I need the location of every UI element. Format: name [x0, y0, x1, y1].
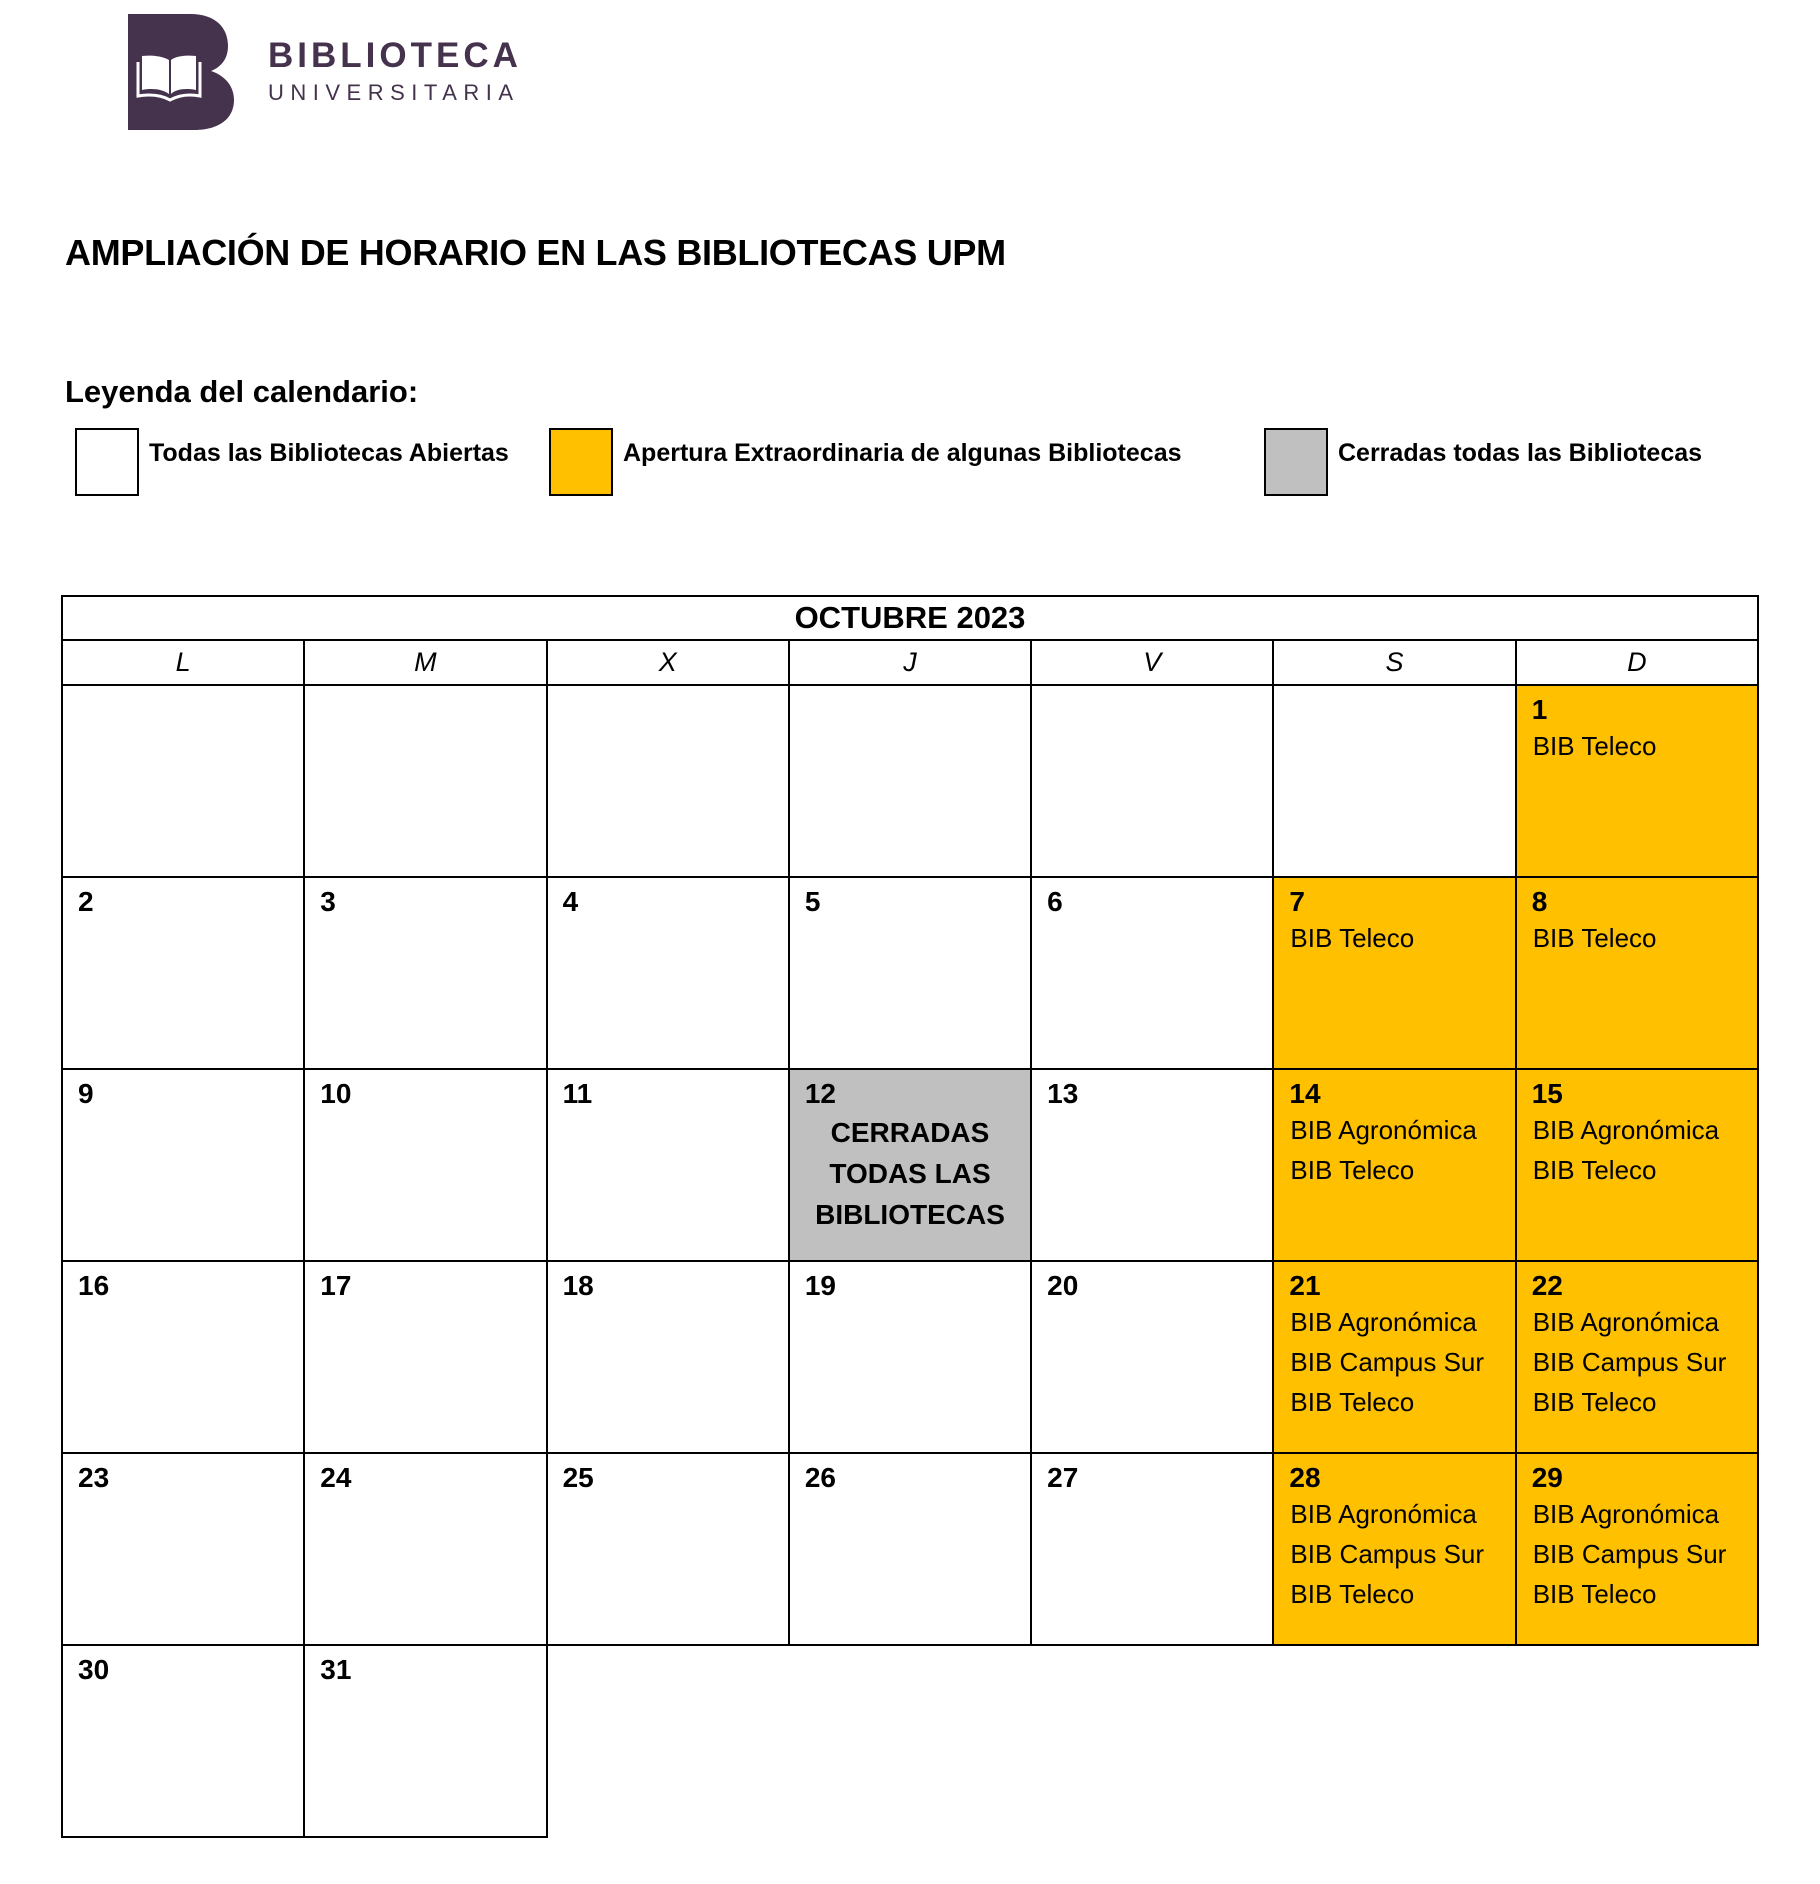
book-logo-icon: [128, 14, 234, 130]
calendar-day-12: [789, 1069, 1031, 1261]
open-library-label: BIB Campus Sur: [1532, 1347, 1727, 1377]
day-number: 17: [320, 1270, 352, 1301]
calendar-day-17: [304, 1261, 546, 1453]
calendar-day-8: [1516, 877, 1758, 1069]
weekday-header: S: [1273, 640, 1515, 685]
calendar-day-25: [547, 1453, 789, 1645]
legend-label-closed: Cerradas todas las Bibliotecas: [1338, 439, 1703, 467]
calendar-day-21: [1273, 1261, 1515, 1453]
weekday-header-row: [62, 640, 1758, 685]
open-library-label: BIB Agronómica: [1532, 1307, 1720, 1337]
day-number: 11: [562, 1078, 593, 1109]
weekday-header: X: [547, 640, 789, 685]
calendar-day-6: [1031, 877, 1273, 1069]
open-library-label: BIB Campus Sur: [1290, 1539, 1485, 1569]
legend-swatch-closed: [1264, 428, 1328, 496]
library-logo: [128, 14, 522, 130]
calendar-day-10: [304, 1069, 546, 1261]
legend-swatch-extra: [549, 428, 613, 496]
calendar-table: [61, 595, 1759, 1838]
day-number: 22: [1531, 1270, 1563, 1301]
calendar-week-row: [62, 1261, 1758, 1453]
calendar-day-13: [1031, 1069, 1273, 1261]
logo-text: [268, 37, 522, 107]
calendar-day-20: [1031, 1261, 1273, 1453]
day-number: 25: [562, 1462, 594, 1493]
calendar-empty-space: [789, 1645, 1031, 1837]
day-number: 7: [1289, 886, 1305, 917]
day-number: 5: [804, 886, 821, 917]
day-number: 6: [1047, 886, 1063, 917]
open-library-label: BIB Agronómica: [1532, 1115, 1720, 1145]
closed-notice: CERRADAS TODAS LAS BIBLIOTECAS: [815, 1117, 1005, 1230]
calendar-blank-cell: [1031, 685, 1273, 877]
calendar-day-5: [789, 877, 1031, 1069]
legend-title: Leyenda del calendario:: [65, 374, 419, 409]
calendar-day-26: [789, 1453, 1031, 1645]
calendar-day-4: [547, 877, 789, 1069]
calendar-week-row: [62, 1645, 1758, 1837]
open-library-label: BIB Teleco: [1290, 1579, 1415, 1609]
day-number: 23: [78, 1462, 110, 1493]
calendar-week-row: [62, 1453, 1758, 1645]
calendar-blank-cell: [304, 685, 546, 877]
open-library-label: BIB Teleco: [1532, 923, 1657, 953]
open-library-label: BIB Teleco: [1532, 731, 1657, 761]
day-number: 3: [320, 886, 336, 917]
calendar-empty-space: [1516, 1645, 1758, 1837]
open-library-label: BIB Agronómica: [1290, 1307, 1477, 1337]
calendar-day-16: [62, 1261, 304, 1453]
day-number: 1: [1531, 694, 1548, 725]
legend-label-extra: Apertura Extraordinaria de algunas Bibliotecas: [623, 439, 1182, 467]
calendar-empty-space: [547, 1645, 789, 1837]
calendar-blank-cell: [547, 685, 789, 877]
open-library-label: BIB Teleco: [1532, 1579, 1657, 1609]
calendar-day-27: [1031, 1453, 1273, 1645]
calendar-week-row: [62, 685, 1758, 877]
calendar-day-1: [1516, 685, 1758, 877]
calendar-blank-cell: [789, 685, 1031, 877]
day-number: 30: [78, 1654, 110, 1685]
calendar-day-9: [62, 1069, 304, 1261]
day-number: 8: [1531, 886, 1548, 917]
calendar-week-row: [62, 1069, 1758, 1261]
calendar-empty-space: [1031, 1645, 1273, 1837]
calendar-month-title: OCTUBRE 2023: [62, 596, 1758, 640]
legend-label-open: Todas las Bibliotecas Abiertas: [149, 439, 509, 467]
day-number: 21: [1289, 1270, 1321, 1301]
calendar-empty-space: [1273, 1645, 1515, 1837]
day-number: 4: [562, 886, 579, 917]
day-number: 24: [320, 1462, 352, 1493]
day-number: 26: [804, 1462, 836, 1493]
calendar-day-23: [62, 1453, 304, 1645]
day-number: 12: [804, 1078, 836, 1109]
calendar-day-18: [547, 1261, 789, 1453]
legend-swatch-open: [75, 428, 139, 496]
weekday-header: L: [62, 640, 304, 685]
legend-item-closed: [1264, 428, 1702, 496]
open-library-label: BIB Teleco: [1290, 1155, 1415, 1185]
calendar-blank-cell: [62, 685, 304, 877]
logo-title: BIBLIOTECA: [268, 36, 522, 75]
page-title: AMPLIACIÓN DE HORARIO EN LAS BIBLIOTECAS UPM: [65, 232, 1006, 273]
weekday-header: M: [304, 640, 546, 685]
day-number: 19: [804, 1270, 836, 1301]
weekday-header: J: [789, 640, 1031, 685]
day-number: 10: [320, 1078, 352, 1109]
day-number: 29: [1531, 1462, 1563, 1493]
open-library-label: BIB Teleco: [1290, 1387, 1415, 1417]
day-number: 14: [1289, 1078, 1321, 1109]
weekday-header: D: [1516, 640, 1758, 685]
logo-subtitle: UNIVERSITARIA: [268, 80, 520, 105]
calendar-day-11: [547, 1069, 789, 1261]
open-library-label: BIB Campus Sur: [1290, 1347, 1485, 1377]
calendar-day-15: [1516, 1069, 1758, 1261]
open-library-label: BIB Agronómica: [1290, 1115, 1477, 1145]
calendar-day-2: [62, 877, 304, 1069]
calendar-day-19: [789, 1261, 1031, 1453]
day-number: 16: [78, 1270, 110, 1301]
calendar-day-29: [1516, 1453, 1758, 1645]
day-number: 28: [1289, 1462, 1321, 1493]
calendar-day-28: [1273, 1453, 1515, 1645]
legend-item-extra: [549, 428, 1182, 496]
calendar-day-24: [304, 1453, 546, 1645]
day-number: 27: [1047, 1462, 1079, 1493]
calendar-day-14: [1273, 1069, 1515, 1261]
day-number: 9: [78, 1078, 94, 1109]
open-library-label: BIB Teleco: [1290, 923, 1415, 953]
day-number: 13: [1047, 1078, 1079, 1109]
legend-item-open: [75, 428, 509, 496]
day-number: 18: [562, 1270, 594, 1301]
open-library-label: BIB Agronómica: [1290, 1499, 1477, 1529]
day-number: 20: [1047, 1270, 1079, 1301]
calendar-week-row: [62, 877, 1758, 1069]
open-library-label: BIB Agronómica: [1532, 1499, 1720, 1529]
calendar-day-7: [1273, 877, 1515, 1069]
calendar-day-22: [1516, 1261, 1758, 1453]
day-number: 31: [320, 1654, 352, 1685]
day-number: 15: [1531, 1078, 1563, 1109]
open-library-label: BIB Campus Sur: [1532, 1539, 1727, 1569]
calendar-day-3: [304, 877, 546, 1069]
calendar-blank-cell: [1273, 685, 1515, 877]
day-number: 2: [78, 886, 94, 917]
open-library-label: BIB Teleco: [1532, 1387, 1657, 1417]
calendar-day-31: [304, 1645, 546, 1837]
open-library-label: BIB Teleco: [1532, 1155, 1657, 1185]
calendar-day-30: [62, 1645, 304, 1837]
weekday-header: V: [1031, 640, 1273, 685]
